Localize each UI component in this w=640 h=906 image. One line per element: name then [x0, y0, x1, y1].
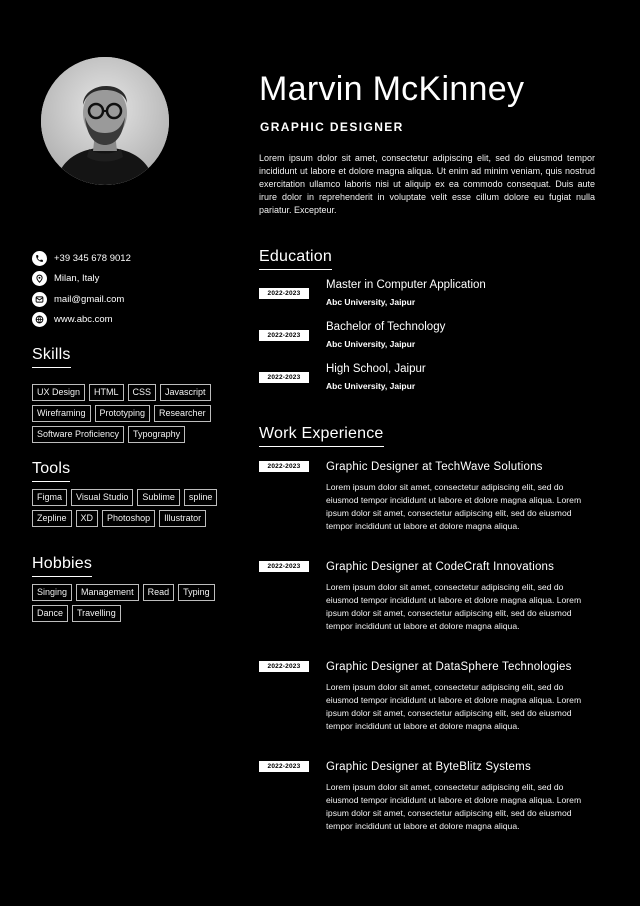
education-school: Abc University, Jaipur: [326, 381, 416, 391]
tool-tag: spline: [184, 489, 218, 506]
candidate-name: Marvin McKinney: [259, 70, 525, 108]
job-title: Graphic Designer at CodeCraft Innovations: [326, 561, 555, 573]
tools-title: Tools: [32, 460, 70, 482]
education-year-badge: 2022-2023: [259, 372, 309, 383]
skill-tag: Researcher: [154, 405, 211, 422]
hobby-tag: Travelling: [72, 605, 121, 622]
skill-tag: Javascript: [160, 384, 211, 401]
tool-tag: Photoshop: [102, 510, 155, 527]
education-school: Abc University, Jaipur: [326, 339, 416, 349]
skill-tag: Wireframing: [32, 405, 91, 422]
contact-email[interactable]: [32, 289, 232, 310]
skill-tag: Prototyping: [95, 405, 151, 422]
profile-photo: [41, 57, 169, 185]
job-description: Lorem ipsum dolor sit amet, consectetur adipiscing elit, sed do eiusmod tempor incididunt ut labore et dolore magna aliqua. Lorem ipsum dolor sit amet, consectetur adipiscing elit, sed do eiusmod tempor incididunt ut labore et dolore magna aliqua.: [326, 482, 582, 531]
skills-tags: [32, 384, 242, 443]
skills-title: Skills: [32, 346, 71, 368]
job-title: Graphic Designer at TechWave Solutions: [326, 461, 543, 473]
skill-tag: HTML: [89, 384, 124, 401]
work-experience-title: Work Experience: [259, 425, 384, 447]
tool-tag: Visual Studio: [71, 489, 133, 506]
education-degree: Master in Computer Application: [326, 279, 486, 291]
contact-location[interactable]: [32, 269, 232, 290]
skill-tag: UX Design: [32, 384, 85, 401]
hobby-tag: Management: [76, 584, 139, 601]
tool-tag: Illustrator: [159, 510, 206, 527]
location-icon: [32, 271, 47, 286]
contact-phone-text: +39 345 678 9012: [54, 252, 131, 264]
work-year-badge: 2022-2023: [259, 561, 309, 572]
tools-tags: [32, 489, 242, 527]
contact-website[interactable]: [32, 310, 232, 331]
skill-tag: Software Proficiency: [32, 426, 124, 443]
skill-tag: Typography: [128, 426, 185, 443]
globe-icon: [32, 312, 47, 327]
job-title: Graphic Designer at DataSphere Technologies: [326, 661, 572, 673]
hobby-tag: Dance: [32, 605, 68, 622]
contact-website-text: www.abc.com: [54, 314, 113, 326]
contact-location-text: Milan, Italy: [54, 273, 100, 285]
education-year-badge: 2022-2023: [259, 330, 309, 341]
work-year-badge: 2022-2023: [259, 461, 309, 472]
hobby-tag: Typing: [178, 584, 215, 601]
contact-list: [32, 248, 232, 330]
education-title: Education: [259, 248, 332, 270]
education-year-badge: 2022-2023: [259, 288, 309, 299]
skill-tag: CSS: [128, 384, 157, 401]
contact-phone[interactable]: [32, 248, 232, 269]
contact-email-text: mail@gmail.com: [54, 293, 125, 305]
hobby-tag: Read: [143, 584, 175, 601]
job-description: Lorem ipsum dolor sit amet, consectetur adipiscing elit, sed do eiusmod tempor incididunt ut labore et dolore magna aliqua. Lorem ipsum dolor sit amet, consectetur adipiscing elit, sed do eiusmod tempor incididunt ut labore et dolore magna aliqua.: [326, 782, 582, 831]
mail-icon: [32, 292, 47, 307]
tool-tag: Zepline: [32, 510, 72, 527]
phone-icon: [32, 251, 47, 266]
job-title: Graphic Designer at ByteBlitz Systems: [326, 761, 531, 773]
profile-summary: Lorem ipsum dolor sit amet, consectetur adipiscing elit, sed do eiusmod tempor incididunt ut labore et dolore magna aliqua. Ut enim ad minim veniam, quis nostrud exercitation ullamco laboris nisi ut aliquip ex ea commodo consequat. Duis aute irure dolor in reprehenderit in voluptate velit esse cillum dolore eu fugiat nulla pariatur. Excepteur.: [259, 153, 595, 215]
job-description: Lorem ipsum dolor sit amet, consectetur adipiscing elit, sed do eiusmod tempor incididunt ut labore et dolore magna aliqua. Lorem ipsum dolor sit amet, consectetur adipiscing elit, sed do eiusmod tempor incididunt ut labore et dolore magna aliqua.: [326, 582, 582, 631]
education-school: Abc University, Jaipur: [326, 297, 416, 307]
work-year-badge: 2022-2023: [259, 761, 309, 772]
tool-tag: Figma: [32, 489, 67, 506]
job-description: Lorem ipsum dolor sit amet, consectetur adipiscing elit, sed do eiusmod tempor incididunt ut labore et dolore magna aliqua. Lorem ipsum dolor sit amet, consectetur adipiscing elit, sed do eiusmod tempor incididunt ut labore et dolore magna aliqua.: [326, 682, 582, 731]
candidate-role: GRAPHIC DESIGNER: [260, 120, 404, 134]
hobby-tag: Singing: [32, 584, 72, 601]
work-year-badge: 2022-2023: [259, 661, 309, 672]
hobbies-title: Hobbies: [32, 555, 92, 577]
education-degree: Bachelor of Technology: [326, 321, 446, 333]
hobbies-tags: [32, 584, 242, 622]
tool-tag: XD: [76, 510, 99, 527]
tool-tag: Sublime: [137, 489, 180, 506]
education-degree: High School, Jaipur: [326, 363, 426, 375]
